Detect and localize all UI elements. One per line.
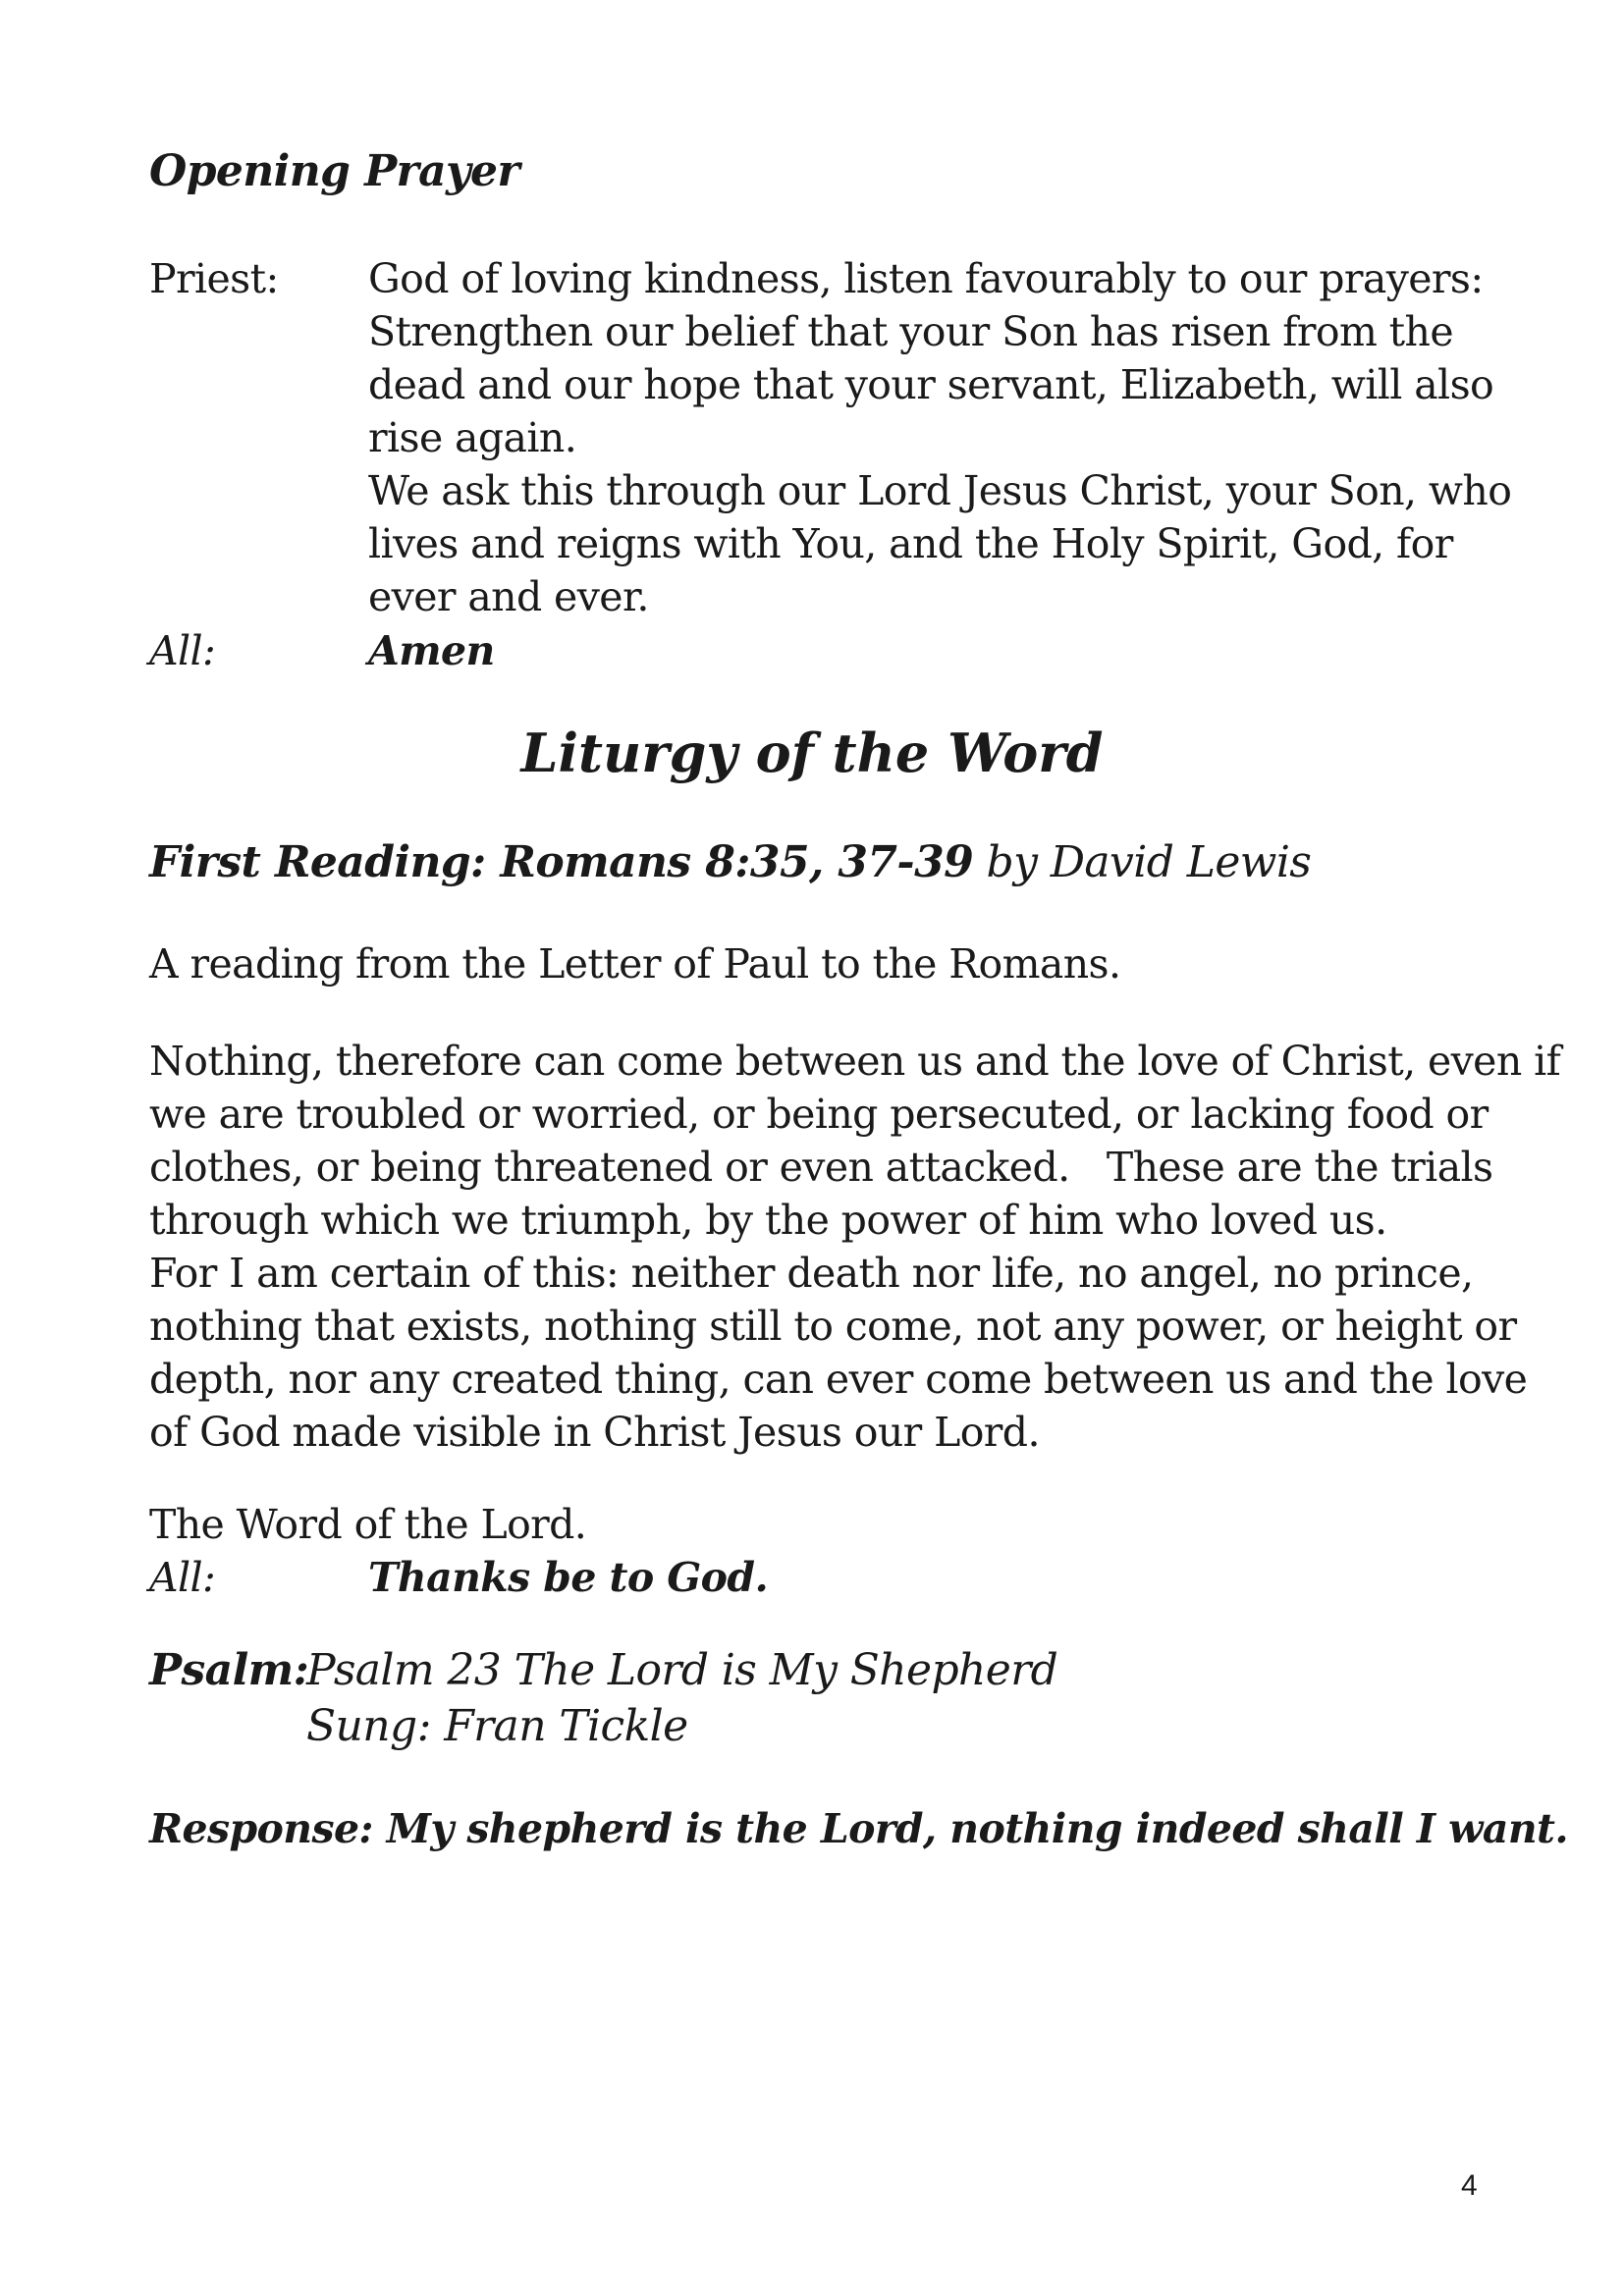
priest-line: Strengthen our belief that your Son has risen from the — [368, 308, 1454, 355]
reading-line: nothing that exists, nothing still to come, not any power, or height or — [149, 1303, 1517, 1350]
psalm-sung: Sung: Fran Tickle — [306, 1701, 688, 1751]
priest-line: rise again. — [368, 414, 577, 461]
reading-line: For I am certain of this: neither death nor life, no angel, no prince, — [149, 1250, 1474, 1297]
priest-line: We ask this through our Lord Jesus Christ, your Son, who — [368, 467, 1512, 514]
priest-line: lives and reigns with You, and the Holy Spirit, God, for — [368, 520, 1453, 567]
reading-line: through which we triumph, by the power of him who loved us. — [149, 1197, 1387, 1244]
page-number: 4 — [1461, 2169, 1478, 2202]
priest-line: dead and our hope that your servant, Elizabeth, will also — [368, 361, 1494, 408]
all-label: All: — [149, 1554, 216, 1601]
psalm-response: Response: My shepherd is the Lord, nothing indeed shall I want. — [149, 1805, 1569, 1852]
all-label: All: — [149, 627, 216, 674]
reading-line: depth, nor any created thing, can ever come between us and the love — [149, 1356, 1528, 1403]
psalm-title: Psalm 23 The Lord is My Shepherd — [306, 1645, 1058, 1695]
reading-line: we are troubled or worried, or being persecuted, or lacking food or — [149, 1091, 1489, 1138]
reading-line: Nothing, therefore can come between us and the love of Christ, even if — [149, 1038, 1561, 1085]
priest-label: Priest: — [149, 255, 279, 302]
reading-line: clothes, or being threatened or even attacked. These are the trials — [149, 1144, 1493, 1191]
psalm-label: Psalm: — [149, 1645, 309, 1695]
first-reading-heading — [149, 836, 1311, 889]
priest-line: God of loving kindness, listen favourably to our prayers: — [368, 255, 1484, 302]
all-response: Thanks be to God. — [368, 1554, 769, 1601]
priest-line: ever and ever. — [368, 573, 649, 620]
opening-prayer-heading: Opening Prayer — [149, 146, 519, 196]
section-title: Liturgy of the Word — [520, 721, 1104, 784]
reading-closing: The Word of the Lord. — [149, 1501, 587, 1548]
reading-intro: A reading from the Letter of Paul to the Romans. — [149, 940, 1121, 988]
reading-line: of God made visible in Christ Jesus our Lord. — [149, 1409, 1040, 1456]
reading-reference: First Reading: Romans 8:35, 37-39 — [149, 837, 974, 887]
all-response: Amen — [368, 627, 495, 674]
reading-reader: by David Lewis — [986, 837, 1312, 887]
